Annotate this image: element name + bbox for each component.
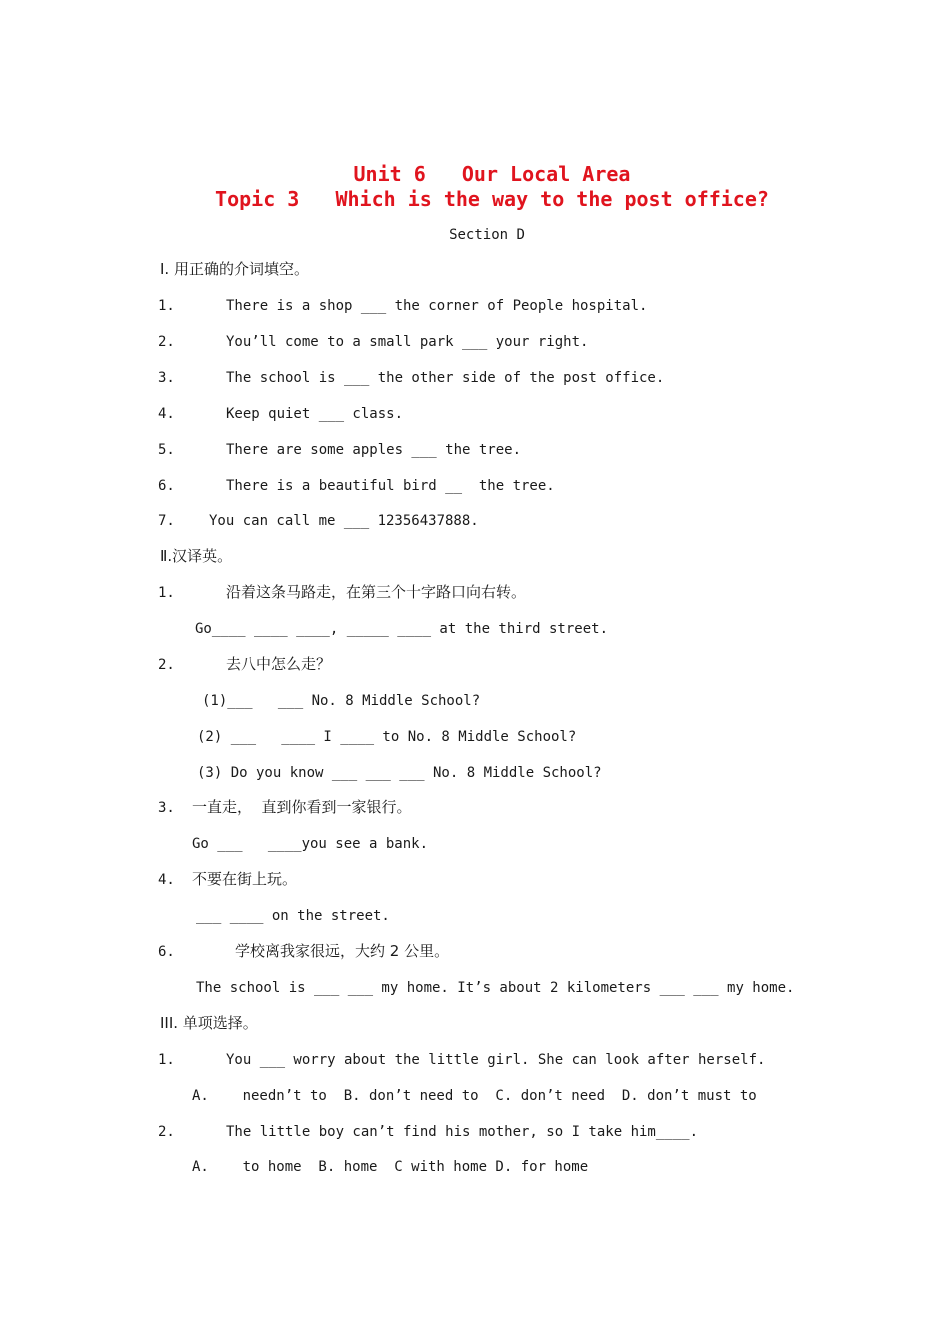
part2-q2-option-2: (2) ___ ____ I ____ to No. 8 Middle School? [197, 729, 577, 745]
part2-q4-num: 4. [158, 872, 175, 888]
topic-title: Topic 3 Which is the way to the post office? [215, 187, 769, 211]
part1-item-5: There are some apples ___ the tree. [226, 442, 522, 458]
part2-q1-chinese: 沿着这条马路走，在第三个十字路口向右转。 [226, 583, 527, 601]
section-label: Section D [449, 227, 525, 243]
unit-title: Unit 6 Our Local Area [353, 162, 631, 186]
part2-q2-chinese: 去八中怎么走？ [226, 655, 332, 673]
part2-q4-english: ___ ____ on the street. [196, 908, 390, 924]
part2-q2-option-1: (1)___ ___ No. 8 Middle School? [202, 693, 481, 709]
part1-item-3: The school is ___ the other side of the post office. [226, 370, 665, 386]
part2-q6-english: The school is ___ ___ my home. It’s about 2 kilometers ___ ___ my home. [196, 980, 795, 996]
part3-q1-options: A. needn’t to B. don’t need to C. don’t need D. don’t must to [192, 1088, 757, 1104]
part2-q2-num: 2. [158, 657, 175, 673]
part1-item-7: You can call me ___ 12356437888. [209, 513, 479, 529]
part1-item-1: There is a shop ___ the corner of People hospital. [226, 298, 648, 314]
part2-q6-num: 6. [158, 944, 175, 960]
part2-q1-num: 1. [158, 585, 175, 601]
part1-item-2: You’ll come to a small park ___ your right. [226, 334, 589, 350]
part2-q3-chinese: 一直走， 直到你看到一家银行。 [192, 798, 412, 816]
part1-item-3-num: 3. [158, 370, 175, 386]
part1-item-6: There is a beautiful bird __ the tree. [226, 478, 555, 494]
part1-item-4-num: 4. [158, 406, 175, 422]
part1-item-7-num: 7. [158, 513, 175, 529]
part3-q2-text: The little boy can’t find his mother, so I take him____. [226, 1124, 699, 1140]
part2-q3-num: 3. [158, 800, 175, 816]
part2-q3-english: Go ___ ____you see a bank. [192, 836, 429, 852]
part3-heading: III. 单项选择。 [160, 1014, 258, 1032]
part3-q2-options: A. to home B. home C with home D. for home [192, 1159, 589, 1175]
part1-heading: Ⅰ. 用正确的介词填空。 [160, 260, 309, 278]
part1-item-1-num: 1. [158, 298, 175, 314]
part2-q2-option-3: (3) Do you know ___ ___ ___ No. 8 Middle School? [197, 765, 602, 781]
part1-item-4: Keep quiet ___ class. [226, 406, 404, 422]
part3-q2-num: 2. [158, 1124, 175, 1140]
part1-item-2-num: 2. [158, 334, 175, 350]
part2-q6-chinese: 学校离我家很远，大约 2 公里。 [235, 942, 450, 960]
part3-q1-num: 1. [158, 1052, 175, 1068]
part3-q1-text: You ___ worry about the little girl. She can look after herself. [226, 1052, 766, 1068]
part2-q4-chinese: 不要在街上玩。 [192, 870, 298, 888]
part2-heading: Ⅱ.汉译英。 [160, 547, 233, 565]
part1-item-5-num: 5. [158, 442, 175, 458]
part1-item-6-num: 6. [158, 478, 175, 494]
part2-q1-english: Go____ ____ ____, _____ ____ at the third street. [195, 621, 609, 637]
